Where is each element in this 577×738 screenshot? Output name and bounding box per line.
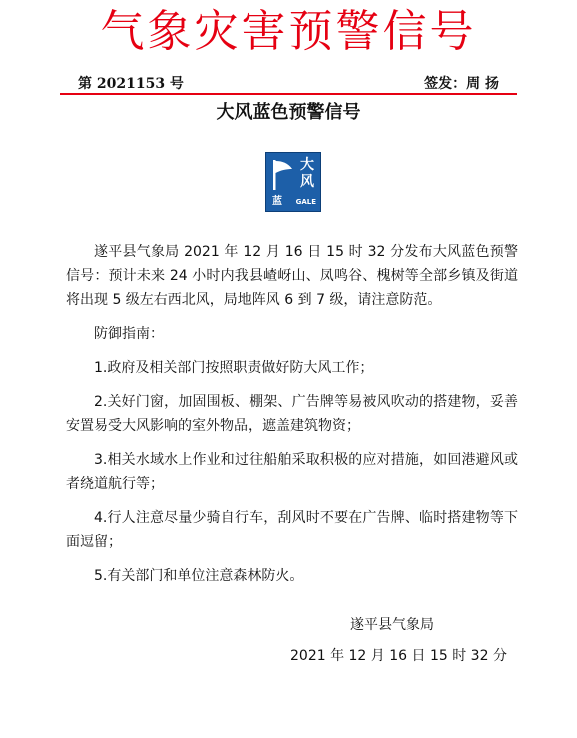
guide-item: 3.相关水域水上作业和过往船舶采取积极的应对措施，如回港避风或者绕道航行等； xyxy=(66,452,518,492)
signal-title: 大风蓝色预警信号 xyxy=(216,102,361,123)
badge-char-big: 大 xyxy=(300,157,314,173)
document-number: 第 2021153 号 xyxy=(78,76,184,92)
guide-heading: 防御指南： xyxy=(94,326,164,342)
issuing-organization: 遂平县气象局 xyxy=(350,617,434,633)
page-title: 气象灾害预警信号 xyxy=(100,6,477,57)
header-divider xyxy=(60,93,517,95)
guide-item: 2.关好门窗，加固围板、棚架、广告牌等易被风吹动的搭建物，妥善安置易受大风影响的室外物品，遮盖建筑物资； xyxy=(66,394,518,434)
guide-item: 1.政府及相关部门按照职责做好防大风工作； xyxy=(94,360,374,376)
issue-time: 2021 年 12 月 16 日 15 时 32 分 xyxy=(290,648,507,664)
guide-item: 4.行人注意尽量少骑自行车，刮风时不要在广告牌、临时搭建物等下面逗留； xyxy=(66,510,518,550)
badge-label-en: GALE xyxy=(295,198,316,206)
document-meta xyxy=(78,73,499,93)
gale-blue-warning-badge xyxy=(265,152,321,212)
badge-level: 蓝 xyxy=(272,196,282,207)
badge-char-wind: 风 xyxy=(300,174,314,190)
flag-icon xyxy=(270,158,296,192)
guide-item: 5.有关部门和单位注意森林防火。 xyxy=(94,568,304,584)
warning-body xyxy=(66,240,518,598)
issuer: 签发：周 扬 xyxy=(424,76,499,92)
intro-paragraph: 遂平县气象局 2021 年 12 月 16 日 15 时 32 分发布大风蓝色预警信号：预计未来 24 小时内我县嵖岈山、凤鸣谷、槐树等全部乡镇及街道将出现 5 级左右西北风，局地阵风 6 到 7 级，请注意防范。 xyxy=(66,244,518,308)
